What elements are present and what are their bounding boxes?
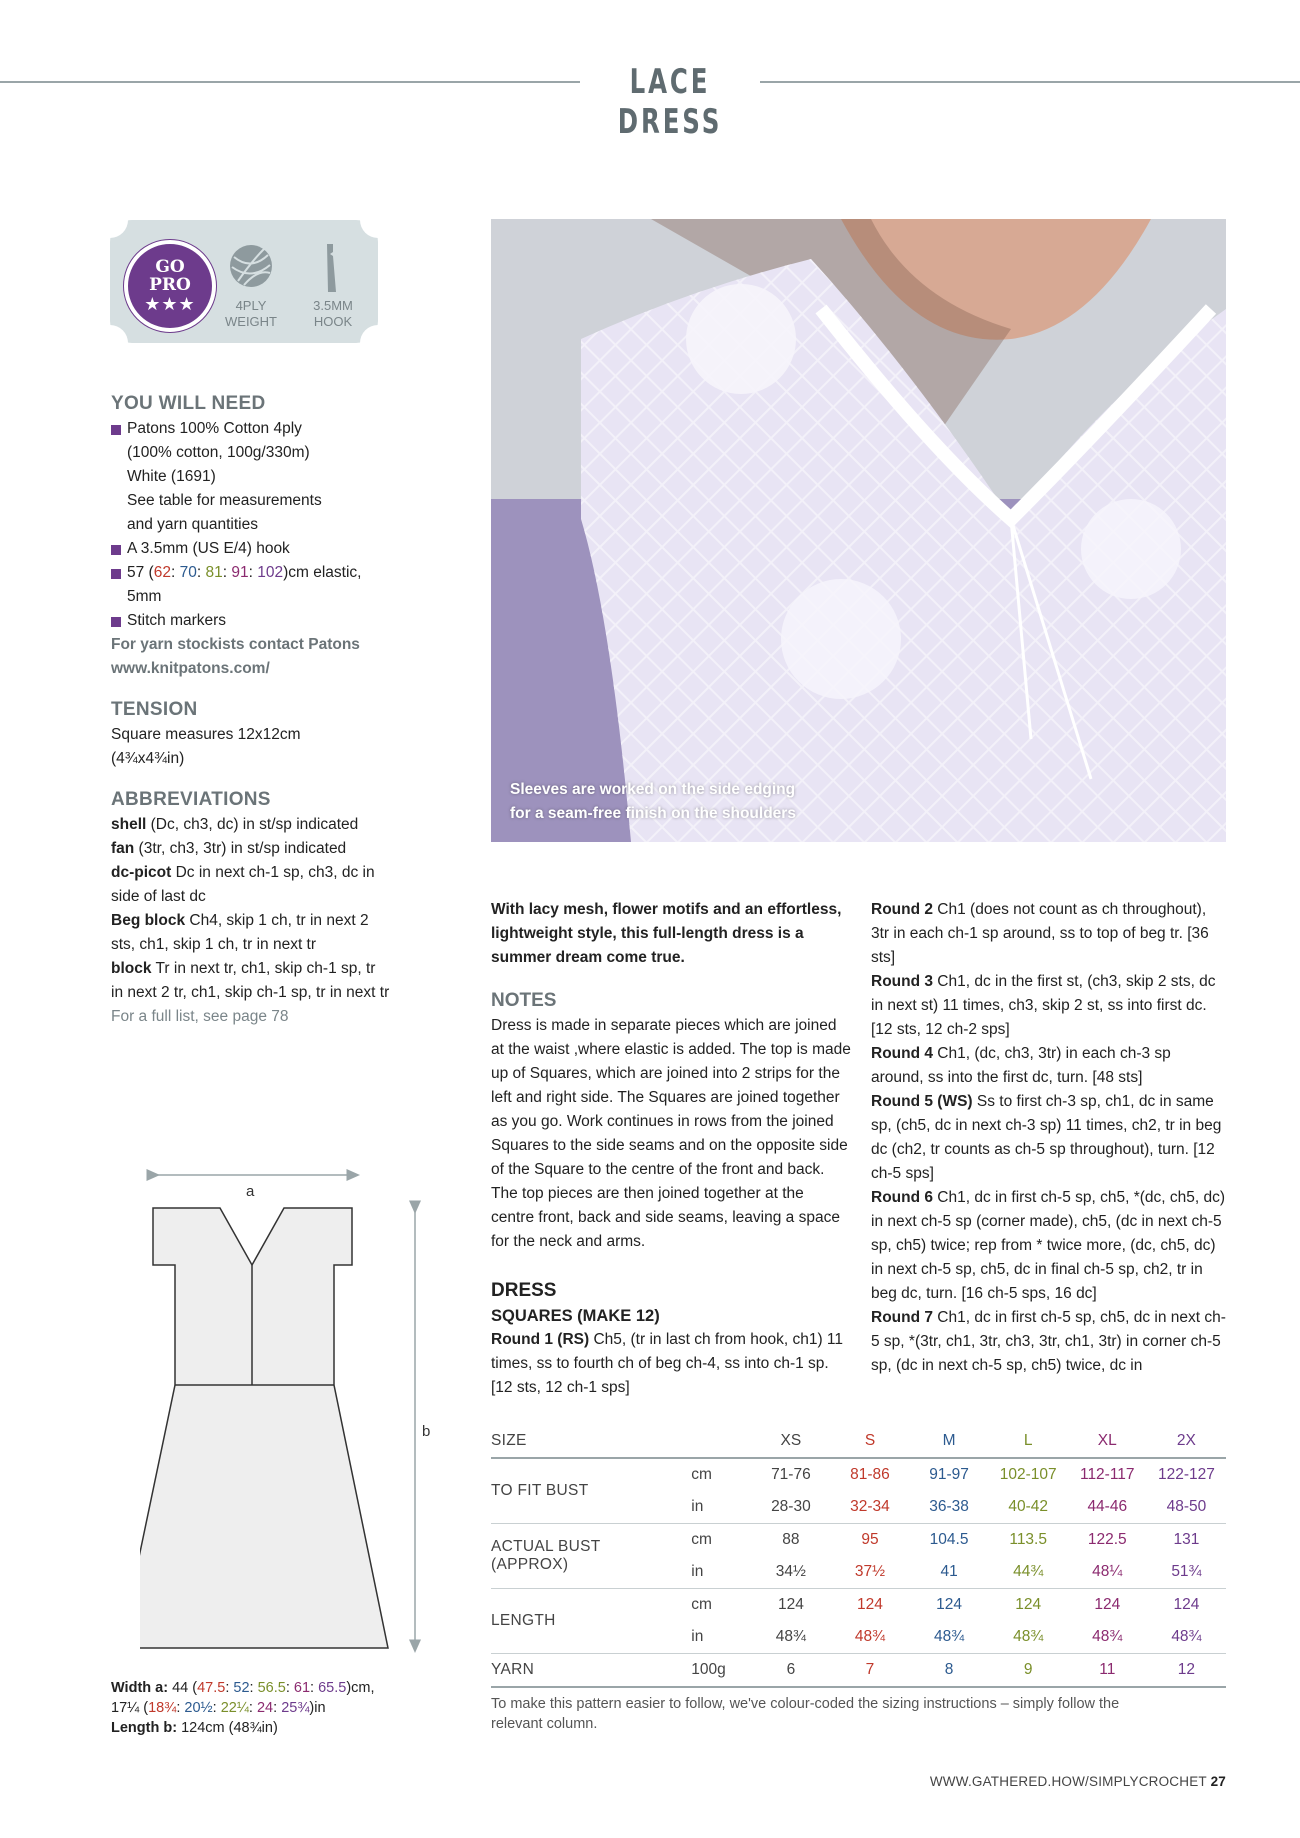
label-a: a bbox=[246, 1183, 255, 1200]
abbreviation-item: dc-picot Dc in next ch-1 sp, ch3, dc in side of last dc bbox=[111, 864, 375, 905]
round-4: Round 4 Ch1, (dc, ch3, 3tr) in each ch-3 sp around, ss into the first dc, turn. [48 sts] bbox=[871, 1045, 1171, 1086]
middle-column bbox=[491, 898, 851, 1400]
crochet-hook-icon bbox=[318, 242, 344, 294]
skill-level-icon: GO PRO ★★★ bbox=[124, 240, 216, 332]
see-more-link[interactable]: For a full list, see page 78 bbox=[111, 1008, 289, 1025]
list-item: Patons 100% Cotton 4ply (100% cotton, 100g/330m) White (1691) See table for measurements and yarn quantities bbox=[111, 417, 391, 537]
round-6: Round 6 Ch1, dc in first ch-5 sp, ch5, *(dc, ch5, dc) in next ch-5 sp (corner made), ch5, (dc in next ch-5 sp, ch5) twice; rep from * twice more, (dc, ch5, dc) in next ch-5 sp, ch5, dc in final ch-5 sp, ch2, tr in beg dc, turn. [16 ch-5 sps, 16 dc] bbox=[871, 1189, 1226, 1302]
table-note: To make this pattern easier to follow, we've colour-coded the sizing instructions – simply follow the relevant column. bbox=[491, 1696, 1120, 1732]
round-2: Round 2 Ch1 (does not count as ch throughout), 3tr in each ch-1 sp around, ss to top of beg tr. [36 sts] bbox=[871, 901, 1209, 966]
list-item: A 3.5mm (US E/4) hook bbox=[111, 537, 391, 561]
intro-text: With lacy mesh, flower motifs and an effortless, lightweight style, this full-length dress is a summer dream come true. bbox=[491, 901, 842, 966]
photo-illustration bbox=[491, 219, 1226, 842]
page-title: LACE DRESS bbox=[617, 62, 723, 142]
you-will-need-heading: YOU WILL NEED bbox=[111, 393, 266, 414]
notes-text: Dress is made in separate pieces which are joined at the waist ,where elastic is added. The top is made up of Squares, which are joined into 2 strips for the left and right side. The Squares are joined together as you go. Work continues in rows from the joined Squares to the side seams and on the opposite side of the Square to the centre of the front and back. The top pieces are then joined together at the centre front, back and side seams, leaving a space for the neck and arms. bbox=[491, 1017, 851, 1250]
star-icons: ★★★ bbox=[144, 294, 196, 314]
table-row: in 48¾ 48¾ 48¾ 48¾ 48¾ 48¾ bbox=[691, 1628, 1202, 1645]
stockist-link[interactable]: www.knitpatons.com/ bbox=[111, 660, 270, 677]
footer-url[interactable]: WWW.GATHERED.HOW/SIMPLYCROCHET bbox=[929, 1774, 1207, 1789]
dress-photo bbox=[491, 219, 1226, 842]
tension-text: Square measures 12x12cm (4¾x4¾in) bbox=[111, 726, 301, 767]
round-5: Round 5 (WS) Ss to first ch-3 sp, ch1, dc in same sp, (ch5, dc in next ch-3 sp) 11 times, ch2, tr in beg dc (ch2, tr counts as ch-5 sp throughout), turn. [12 ch-5 sps] bbox=[871, 1093, 1222, 1182]
footer bbox=[930, 1774, 1226, 1789]
table-row: LENGTH cm 124 124 124 124 124 124 bbox=[491, 1589, 1226, 1622]
abbreviations-heading: ABBREVIATIONS bbox=[111, 789, 271, 810]
list-item: Stitch markers bbox=[111, 609, 391, 633]
notes-heading: NOTES bbox=[491, 990, 557, 1011]
abbreviation-item: Beg block Ch4, skip 1 ch, tr in next 2 sts, ch1, skip 1 ch, tr in next tr bbox=[111, 912, 369, 953]
abbreviation-item: block Tr in next tr, ch1, skip ch-1 sp, tr in next 2 tr, ch1, skip ch-1 sp, tr in next tr bbox=[111, 960, 390, 1001]
table-row: YARN 100g 6 7 8 9 11 12 bbox=[491, 1654, 1226, 1688]
yarn-ball-icon bbox=[228, 243, 274, 289]
weight-caption: 4PLY WEIGHT bbox=[225, 298, 277, 329]
photo-caption: Sleeves are worked on the side edging for a seam-free finish on the shoulders bbox=[510, 781, 796, 822]
sidebar bbox=[111, 391, 391, 1029]
stockist-contact: For yarn stockists contact Patons www.knitpatons.com/ bbox=[111, 633, 391, 681]
label-b: b bbox=[422, 1423, 431, 1440]
table-row: ACTUAL BUST (APPROX) cm 88 95 104.5 113.5 122.5 131 bbox=[491, 1524, 1226, 1557]
round-1: Round 1 (RS) Ch5, (tr in last ch from hook, ch1) 11 times, ss to fourth ch of beg ch-4, ss into ch-1 sp. [12 sts, 12 ch-1 sps] bbox=[491, 1331, 843, 1396]
dress-schematic bbox=[140, 1165, 440, 1655]
tension-heading: TENSION bbox=[111, 699, 198, 720]
table-row: in 28-30 32-34 36-38 40-42 44-46 48-50 bbox=[691, 1498, 1207, 1515]
schematic-caption: Width a: 44 (47.5: 52: 56.5: 61: 65.5)cm, 17¼ (18¾: 20½: 22¼: 24: 25¾)in Length b: 124cm (48¾in) bbox=[111, 1680, 375, 1736]
size-table bbox=[491, 1425, 1226, 1688]
round-7: Round 7 Ch1, dc in first ch-5 sp, ch5, dc in next ch-5 sp, *(3tr, ch1, 3tr, ch3, 3tr, ch1, 3tr) in corner ch-5 sp, (dc in next ch-5 sp, ch5) twice, dc in bbox=[871, 1309, 1226, 1374]
page-number: 27 bbox=[1210, 1774, 1226, 1789]
abbreviation-item: fan (3tr, ch3, 3tr) in st/sp indicated bbox=[111, 840, 347, 857]
table-header-row: SIZE XS S M L XL 2X bbox=[491, 1432, 1196, 1449]
right-column bbox=[871, 898, 1227, 1378]
hook-caption: 3.5MM HOOK bbox=[313, 298, 353, 329]
dress-heading: DRESS bbox=[491, 1280, 557, 1301]
round-3: Round 3 Ch1, dc in the first st, (ch3, skip 2 sts, dc in next st) 11 times, ch3, skip 2 st, ss into first dc. [12 sts, 12 ch-2 sps] bbox=[871, 973, 1216, 1038]
header-rule-right bbox=[760, 81, 1300, 83]
table-row: in 34½ 37½ 41 44¾ 48¼ 51¾ bbox=[691, 1563, 1202, 1580]
squares-heading: SQUARES (MAKE 12) bbox=[491, 1307, 660, 1325]
table-row: TO FIT BUST cm 71-76 81-86 91-97 102-107 112-117 122-127 bbox=[491, 1458, 1226, 1491]
abbreviation-item: shell (Dc, ch3, dc) in st/sp indicated bbox=[111, 816, 359, 833]
list-item: 57 (62: 70: 81: 91: 102)cm elastic, 5mm bbox=[111, 561, 391, 609]
header-rule-left bbox=[0, 81, 580, 83]
dress-outline bbox=[140, 1208, 388, 1648]
